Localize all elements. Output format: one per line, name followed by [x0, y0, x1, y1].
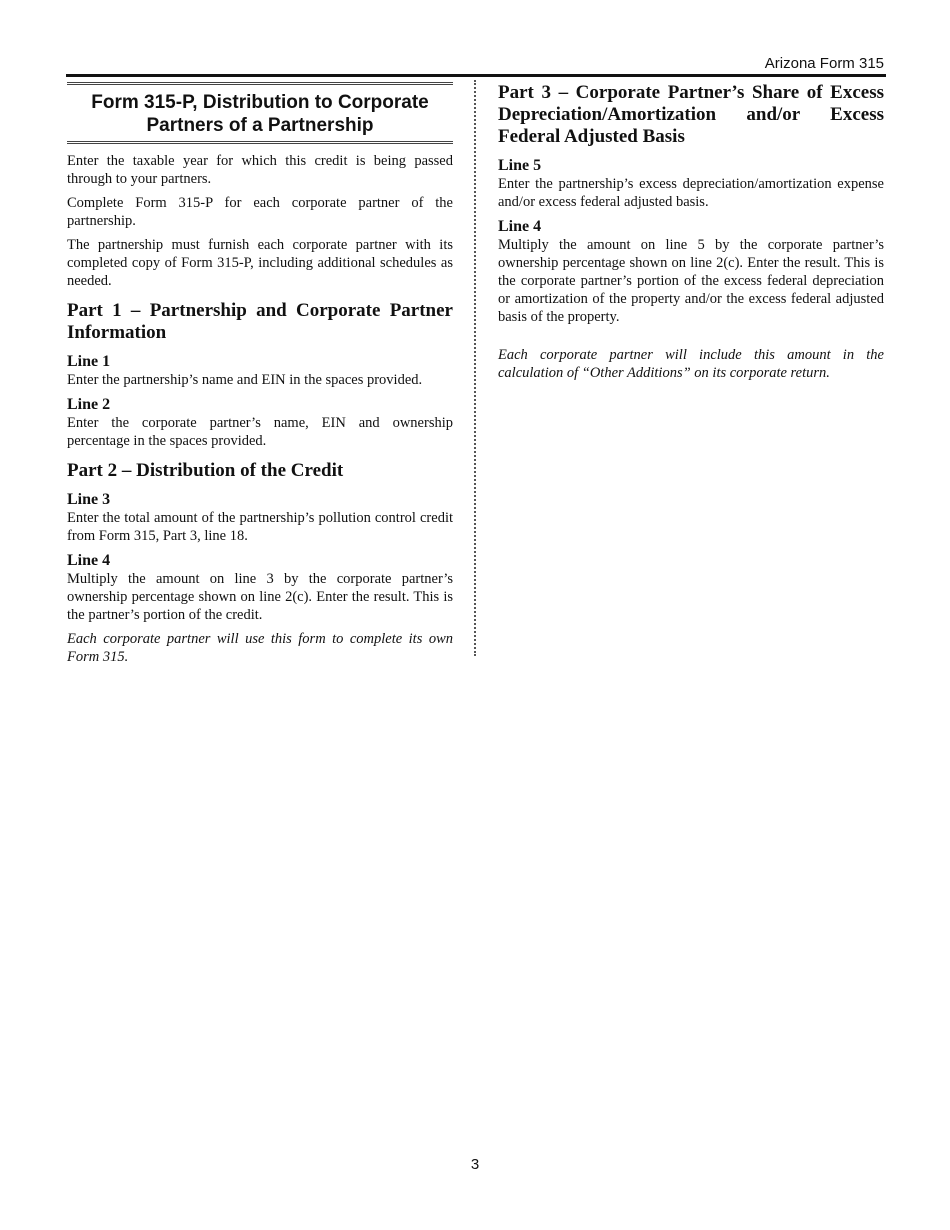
line4-label: Line 4	[67, 552, 111, 569]
line5-text: Enter the partnership’s excess depreciation/amortization expense and/or excess federal adjusted basis.	[498, 176, 884, 210]
line5-label: Line 5	[498, 157, 542, 174]
part3-line4-label: Line 4	[498, 218, 542, 235]
line1-label: Line 1	[67, 353, 111, 370]
part3-heading: Part 3 – Corporate Partner’s Share of Excess Depreciation/Amortization and/or Excess Federal Adjusted Basis	[498, 82, 884, 147]
part3-line4-text: Multiply the amount on line 5 by the corporate partner’s ownership percentage shown on line 2(c). Enter the result. This is the corporate partner’s portion of the excess federal depreciation or amortization of the property and/or the excess federal adjusted basis of the property.	[498, 237, 884, 325]
part2-heading: Part 2 – Distribution of the Credit	[67, 460, 344, 481]
part3-note: Each corporate partner will include this amount in the calculation of “Other Additions” on its corporate return.	[498, 347, 884, 381]
line2-label: Line 2	[67, 396, 111, 413]
form-title-box	[67, 82, 453, 144]
spacer	[498, 332, 884, 346]
column-divider	[474, 80, 476, 656]
page-number: 3	[470, 1156, 480, 1173]
intro-paragraph: The partnership must furnish each corporate partner with its completed copy of Form 315-P, including additional schedules as needed.	[67, 237, 453, 289]
header-rule	[66, 74, 886, 77]
intro-paragraph: Enter the taxable year for which this credit is being passed through to your partners.	[67, 153, 453, 187]
line2-text: Enter the corporate partner’s name, EIN and ownership percentage in the spaces provided.	[67, 415, 453, 449]
part2-note: Each corporate partner will use this form to complete its own Form 315.	[67, 631, 453, 665]
intro-paragraph: Complete Form 315-P for each corporate partner of the partnership.	[67, 195, 453, 229]
line3-label: Line 3	[67, 491, 111, 508]
right-column	[498, 82, 884, 388]
part1-heading: Part 1 – Partnership and Corporate Partner Information	[67, 300, 453, 343]
form-name-header: Arizona Form 315	[764, 55, 884, 72]
form-title: Form 315-P, Distribution to Corporate Partners of a Partnership	[91, 92, 429, 136]
line4-text: Multiply the amount on line 3 by the corporate partner’s ownership percentage shown on line 2(c). Enter the result. This is the partner’s portion of the credit.	[67, 571, 453, 623]
line3-text: Enter the total amount of the partnership’s pollution control credit from Form 315, Part 3, line 18.	[67, 510, 453, 544]
line1-text: Enter the partnership’s name and EIN in the spaces provided.	[67, 372, 423, 388]
left-column	[67, 82, 453, 672]
